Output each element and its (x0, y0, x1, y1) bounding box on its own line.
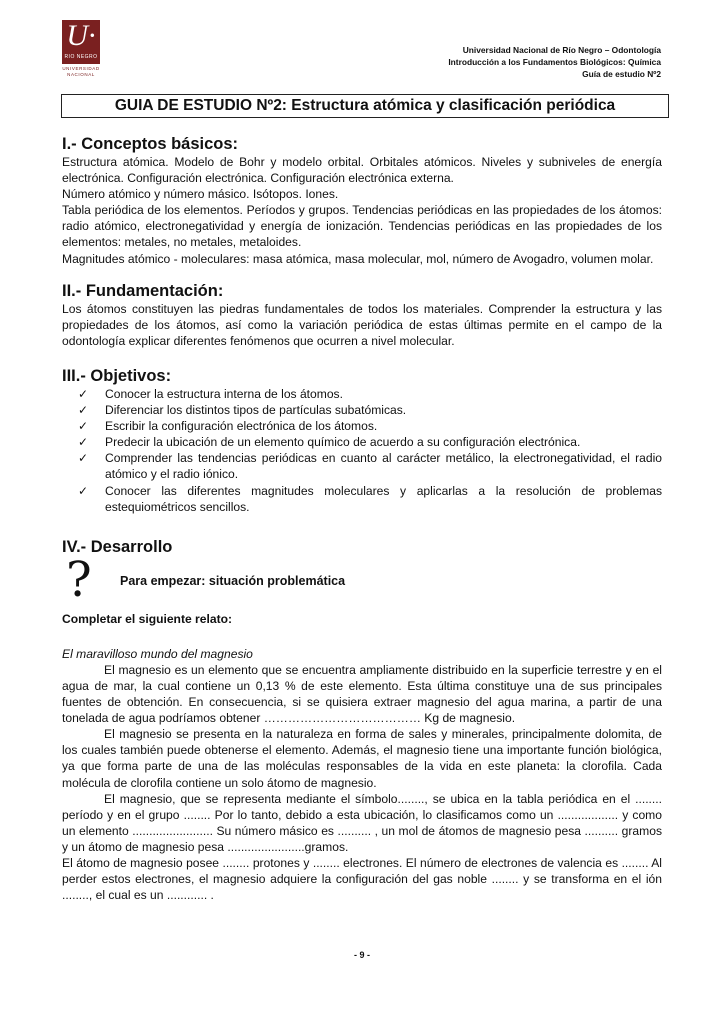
checkmark-icon: ✓ (78, 435, 89, 450)
paragraph: El átomo de magnesio posee ........ protones y ........ electrones. El número de electrones de valencia es ........ Al perder estos electrones, el magnesio adquiere la configuración del gas noble ........ y se transforma en el ión ........, el cual es un ............ . (62, 856, 662, 903)
list-item (78, 450, 662, 482)
instruction: Completar el siguiente relato: (62, 611, 233, 626)
header-line1: Universidad Nacional de Río Negro – Odontología (462, 45, 661, 55)
logo-mark (62, 20, 100, 64)
document-title: GUIA DE ESTUDIO Nº2: Estructura atómica y clasificación periódica (61, 94, 669, 118)
objective-text: Escribir la configuración electrónica de los átomos. (105, 419, 378, 434)
section-heading-fundamentacion: II.- Fundamentación: (62, 281, 224, 300)
list-item (78, 418, 662, 434)
problem-subheading: Para empezar: situación problemática (120, 573, 346, 588)
section-heading-objetivos: III.- Objetivos: (62, 366, 172, 385)
problem-intro (62, 551, 662, 609)
logo-town: RIO NEGRO (64, 54, 98, 60)
university-logo (62, 20, 100, 80)
objective-text: Comprender las tendencias periódicas en cuanto al carácter metálico, la electronegatividad, el radio atómico y el radio iónico. (105, 451, 662, 482)
section-heading-desarrollo: IV.- Desarrollo (62, 537, 173, 556)
paragraph: Número atómico y número másico. Isótopos. Iones. (62, 187, 339, 202)
list-item (78, 483, 662, 515)
paragraph: El magnesio se presenta en la naturaleza en forma de sales y minerales, principalmente dolomita, de los cuales también puede obtenerse el elemento. Además, el magnesio tiene una importante función biológica, ya que forma parte de una de las moléculas responsables de la vida en este planeta: la clorofila. Cada molécula de clorofila contiene un solo átomo de magnesio. (62, 727, 662, 790)
header-line3: Guía de estudio Nº2 (582, 69, 661, 79)
checkmark-icon: ✓ (78, 451, 89, 466)
page-header (448, 44, 661, 80)
objectives-list (62, 386, 662, 515)
list-item (78, 402, 662, 418)
header-line2: Introducción a los Fundamentos Biológicos: Química (448, 57, 661, 67)
list-item (78, 434, 662, 450)
logo-sub-line1: UNIVERSIDAD (62, 66, 100, 71)
paragraph: Estructura atómica. Modelo de Bohr y modelo orbital. Orbitales atómicos. Niveles y subniveles de energía electrónica. Configuración electrónica. Configuración electrónica externa. (62, 155, 662, 186)
list-item (78, 386, 662, 402)
document-body (62, 134, 662, 903)
section-heading-conceptos: I.- Conceptos básicos: (62, 135, 239, 153)
question-mark-icon: ? (66, 551, 92, 608)
checkmark-icon: ✓ (78, 386, 89, 401)
checkmark-icon: ✓ (78, 483, 89, 498)
logo-letter: U· (66, 19, 96, 52)
paragraph: Magnitudes atómico - moleculares: masa atómica, masa molecular, mol, número de Avogadro, volumen molar. (62, 251, 654, 266)
page-number: - 9 - (353, 950, 370, 960)
objective-text: Conocer las diferentes magnitudes moleculares y aplicarlas a la resolución de problemas estequiométricos sencillos. (105, 483, 662, 514)
checkmark-icon: ✓ (78, 419, 89, 434)
logo-sub-line2: NACIONAL (67, 72, 95, 77)
paragraph: El magnesio, que se representa mediante el símbolo........, se ubica en la tabla periódica en el ........ período y en el grupo ........ Por lo tanto, debido a esta ubicación, lo clasificamos como un .................. y como un elemento ........................ Su número másico es .......... , un mol de átomos de magnesio pesa .......... gramos y un átomo de magnesio pesa .......................gramos. (62, 791, 662, 854)
objective-text: Predecir la ubicación de un elemento químico de acuerdo a su configuración electrónica. (105, 435, 581, 450)
objective-text: Diferenciar los distintos tipos de partículas subatómicas. (105, 403, 407, 418)
paragraph: Tabla periódica de los elementos. Períodos y grupos. Tendencias periódicas en las propiedades de los átomos: radio atómico, electronegatividad y energía de ionización. Tendencias periódicas en las propiedades de los elementos: metales, no metales, metaloides. (62, 203, 662, 250)
paragraph: Los átomos constituyen las piedras fundamentales de todos los materiales. Comprender la estructura y las propiedades de los átomos, así como la variación periódica de estas últimas permite en el campo de la odontología explicar diferentes fenómenos que ocurren a nivel molecular. (62, 301, 662, 348)
objective-text: Conocer la estructura interna de los átomos. (105, 386, 343, 401)
logo-subtitle (56, 66, 106, 78)
paragraph: El magnesio es un elemento que se encuentra ampliamente distribuido en la superficie terrestre y en el agua de mar, la cual contiene un 0,13 % de este elemento. Esta última constituye una de sus principales fuentes de obtención. En consecuencia, si se quisiera extraer magnesio del agua marina, a partir de una tonelada de agua podríamos obtener ………………………………… Kg de magnesio. (62, 662, 662, 726)
story-title: El maravilloso mundo del magnesio (62, 646, 253, 661)
checkmark-icon: ✓ (78, 403, 89, 418)
